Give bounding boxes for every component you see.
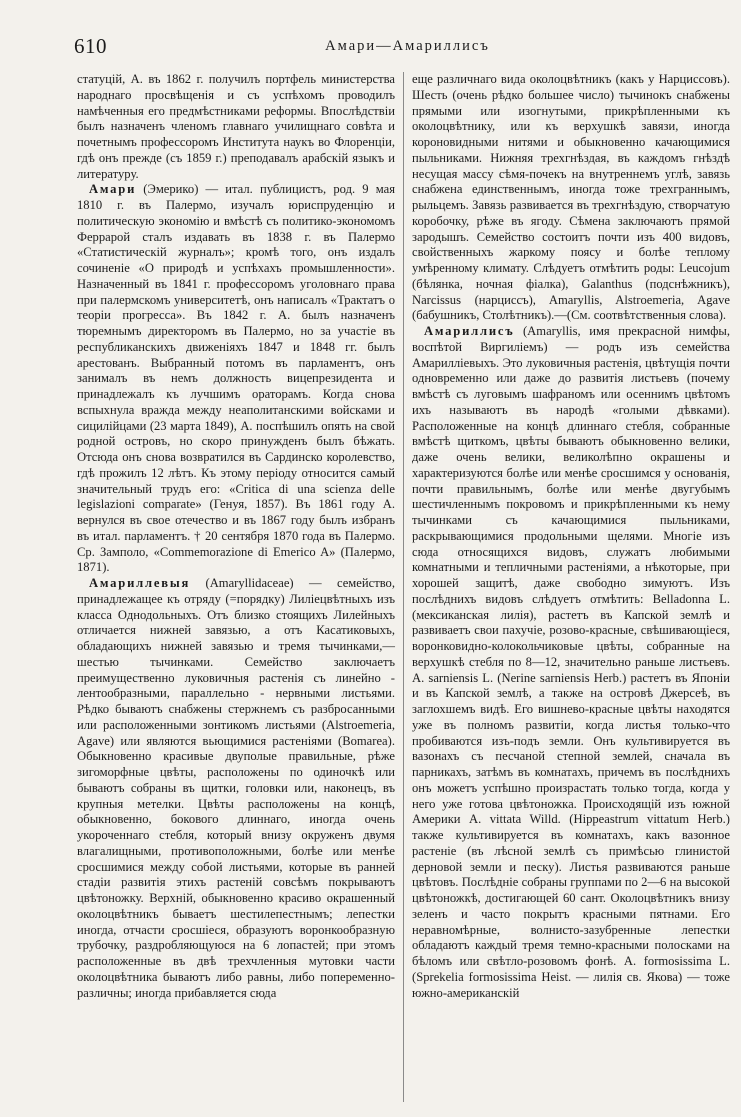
page-header xyxy=(74,26,701,56)
paragraph-continued xyxy=(412,72,730,324)
entry-text: (Amaryllidaceae) — семейство, принадлежащее къ отряду (=порядку) Лилiецвѣтныхъ изъ класса Однодольныхъ. Отъ близко стоящихъ Лилейныхъ отличается нижней завязью, а отъ Касатиковыхъ, обладающихъ нижней завязью и тремя тычинками,— шестью тычинками. Семейство заключаетъ преимущественно луковичныя растенія съ линейно - лентообразными, параллельно - нервными листьями. Рѣдко бываютъ снабжены стержнемъ съ разбросанными или расположенными зонтикомъ листьями (Alstroemeria, Agave) или являются вьющимися растеніями (Bomarea). Обыкновенно красивые двуполые правильные, рѣже зигоморфные цвѣты, расположены по одиночкѣ или бываютъ собраны въ щитки, головки или, наконецъ, въ крупныя метелки. Цвѣты расположены на концѣ, обыкновенно, бокового длиннаго, иногда очень укороченнаго стебля, который внизу окруженъ двумя влагалищными, противоположными, болѣе или менѣе сросшимися между собой листьями, которые въ ранней стадіи развитія этихъ растеній совсѣмъ покрываютъ цвѣтоножку. Верхній, обыкновенно красиво окрашенный околоцвѣтникъ бываетъ шестилепестнымъ; лепестки иногда, отчасти сросшіеся, образуютъ воронкообразную трубочку, раздробляющуюся на 6 лопастей; при этомъ расположенные въ двѣ трехчленныя мутовки части околоцвѣтника бываютъ либо равны, либо попеременно-различны; иногда прибавляется сюда xyxy=(77,576,395,1000)
paragraph-text: еще различнаго вида околоцвѣтникъ (какъ у Нарциссовъ). Шесть (очень рѣдко большее число) тычинокъ снабжены прямыми или изогнутыми, прикрѣпленными къ околоцвѣтнику, или къ верхушкѣ завязи, иногда короновидными нитями и обыкновенно качающимися пыльниками. Нижняя трехгнѣздая, въ каждомъ гнѣздѣ несущая массу сѣмя-почекъ на внутреннемъ углѣ, завязь снабжена единственнымъ, иногда тоже трехграннымъ, рыльцемъ. Завязь развивается въ трехгнѣздую, створчатую коробочку, рѣже въ ягоду. Сѣмена заключаютъ прямой зародышъ. Семейство состоитъ почти изъ 400 видовъ, свойственныхъ жаркому поясу и болѣе теплому умѣренному климату. Слѣдуетъ отмѣтить роды: Leucojum (бѣлянка, ночная фіалка), Galanthus (подснѣжникъ), Narcissus (нарциссъ), Amaryllis, Alstroemeria, Agave (бабушникъ, Столѣтникъ).—(См. соотвѣтственныя слова). xyxy=(412,72,730,323)
entry-headword: Амари xyxy=(89,182,137,197)
entry-amarillevyya xyxy=(77,576,395,1001)
column-divider xyxy=(403,72,404,1102)
right-column xyxy=(412,72,730,1001)
entry-headword: Амариллевыя xyxy=(89,576,191,590)
page-number: 610 xyxy=(74,34,107,58)
paragraph-text: статуцій, А. въ 1862 г. получилъ портфель министерства народнаго просвѣщенія и съ успѣхомъ проводилъ намѣченныя его предмѣстниками реформы. Впослѣдствіи былъ назначенъ членомъ главнаго училищнаго совѣта и почетнымъ профессоромъ Института наукъ во Флоренціи, гдѣ онъ прежде (съ 1859 г.) преподавалъ арабскій языкъ и литературу. xyxy=(77,72,395,181)
entry-amarillis xyxy=(412,324,730,1001)
paragraph-continued xyxy=(77,72,395,182)
entry-amari xyxy=(77,182,395,576)
left-column xyxy=(77,72,395,1001)
entry-text: (Amaryllis, имя прекрасной нимфы, воспѣтой Виргиліемъ) — родъ изъ семейства Амариллiевыхъ. Это луковичныя растенія, цвѣтущія почти одновременно или даже до развитія листьевъ (почему вмѣстѣ съ луговымъ шафраномъ или осеннимъ цвѣтомъ ихъ называютъ въ народѣ «голыми дѣвками). Расположенные на концѣ длиннаго стебля, собранные вмѣстѣ щиткомъ, цвѣты бываютъ обыкновенно велики, даже очень велики, великолѣпно окрашены и характеризуются болѣе или менѣе сросшимся у основанія, почти правильнымъ, болѣе или менѣе двугубымъ шестичленнымъ покровомъ и прикрѣпленными къ нему тычинками съ качающимися пыльниками, раскрывающимися продольными щелями. Многіе изъ сюда относящихся видовъ, служатъ любимыми комнатными и тепличными растеніями, а нѣкоторые, при хорошей защитѣ, даже свободно зимуютъ. Изъ послѣднихъ видовъ слѣдуетъ отмѣтить: Belladonna L. (мексиканская лилія), растетъ въ Капской землѣ и развиваетъ свои пахучіе, розово-красные, свѣшивающіеся, воронковидно-колокольчиковые цвѣты, собранные на верхушкѣ стебля по 8—12, значительно раньше листьевъ. A. sarniensis L. (Nerine sarniensis Herb.) растетъ въ Японіи и въ Капской землѣ, а также на островѣ Джерсеѣ, въ заглохшемъ видѣ. Его вишнево-красные цвѣты находятся уже въ полномъ развитіи, когда листья только-что пробиваются изъ-подъ земли. Онъ культивируется въ вазонахъ съ песчаной степной землей, сначала въ парникахъ, затѣмъ въ комнатахъ, причемъ въ послѣднихъ онъ можетъ успѣшно произрастать только тогда, когда у него уже готова цвѣтоножка. Происходящій изъ южной Америки A. vittata Willd. (Hippeastrum vittatum Herb.) также культивируется въ комнатахъ, какъ вазонное растеніе (въ лѣсной землѣ съ примѣсью глинистой дерновой земли и песку). Листья развиваются раньше цвѣтовъ. Послѣдніе собраны группами по 2—6 на высокой цвѣтоножкѣ, достигающей 60 сант. Околоцвѣтникъ внизу зеленъ и часто покрытъ красными пятнами. Его неравномѣрные, волнисто-зазубренные лепестки обладаютъ каждый тремя темно-красными полосками на бѣломъ или свѣтло-розовомъ фонѣ. A. formosissima L. (Sprekelia formosissima Heist. — лилія св. Якова) — тоже южно-американскій xyxy=(412,324,730,1000)
running-head: Амари—Амариллисъ xyxy=(325,38,490,54)
entry-headword: Амариллисъ xyxy=(424,324,515,338)
entry-text: (Эмерико) — итал. публицистъ, род. 9 мая 1810 г. въ Палермо, изучалъ юриспруденцію и политическую экономію и вмѣстѣ съ политико-экономомъ Феррарой сталъ издавать въ 1838 г. въ Палермо «Статистическій журналъ»; кромѣ того, онъ издалъ сочиненіе «О природѣ и успѣхахъ промышленности». Назначенный въ 1841 г. профессоромъ уголовнаго права при палермскомъ университетѣ, онъ написалъ «Трактатъ о теоріи прогресса». Въ 1842 г. А. былъ назначенъ тюремнымъ директоромъ въ Палермо, но за участіе въ республиканскихъ движеніяхъ 1847 и 1848 гг. былъ арестованъ. Выбранный потомъ въ парламентъ, онъ занималъ въ немъ должность вицепрезидента и принадлежалъ къ лучшимъ ораторамъ. Когда снова вспыхнула вражда между неаполитанскими войсками и сицилійцами (23 марта 1849), А. поспѣшилъ опять на свой родной островъ, но скоро принужденъ былъ бѣжать. Отсюда онъ снова возвратился въ Сардинско королевство, гдѣ прожилъ 12 лѣтъ. Къ этому періоду относится самый значительный трудъ его: «Critica di una scienza delle legislazioni comparate» (Генуя, 1857). Въ 1861 году А. вернулся въ свое отечество и въ 1867 году былъ избранъ въ итал. парламентъ. † 20 сентября 1870 года въ Палермо. Ср. Замполо, «Commemorazione di Emerico A» (Палермо, 1871). xyxy=(77,182,395,575)
